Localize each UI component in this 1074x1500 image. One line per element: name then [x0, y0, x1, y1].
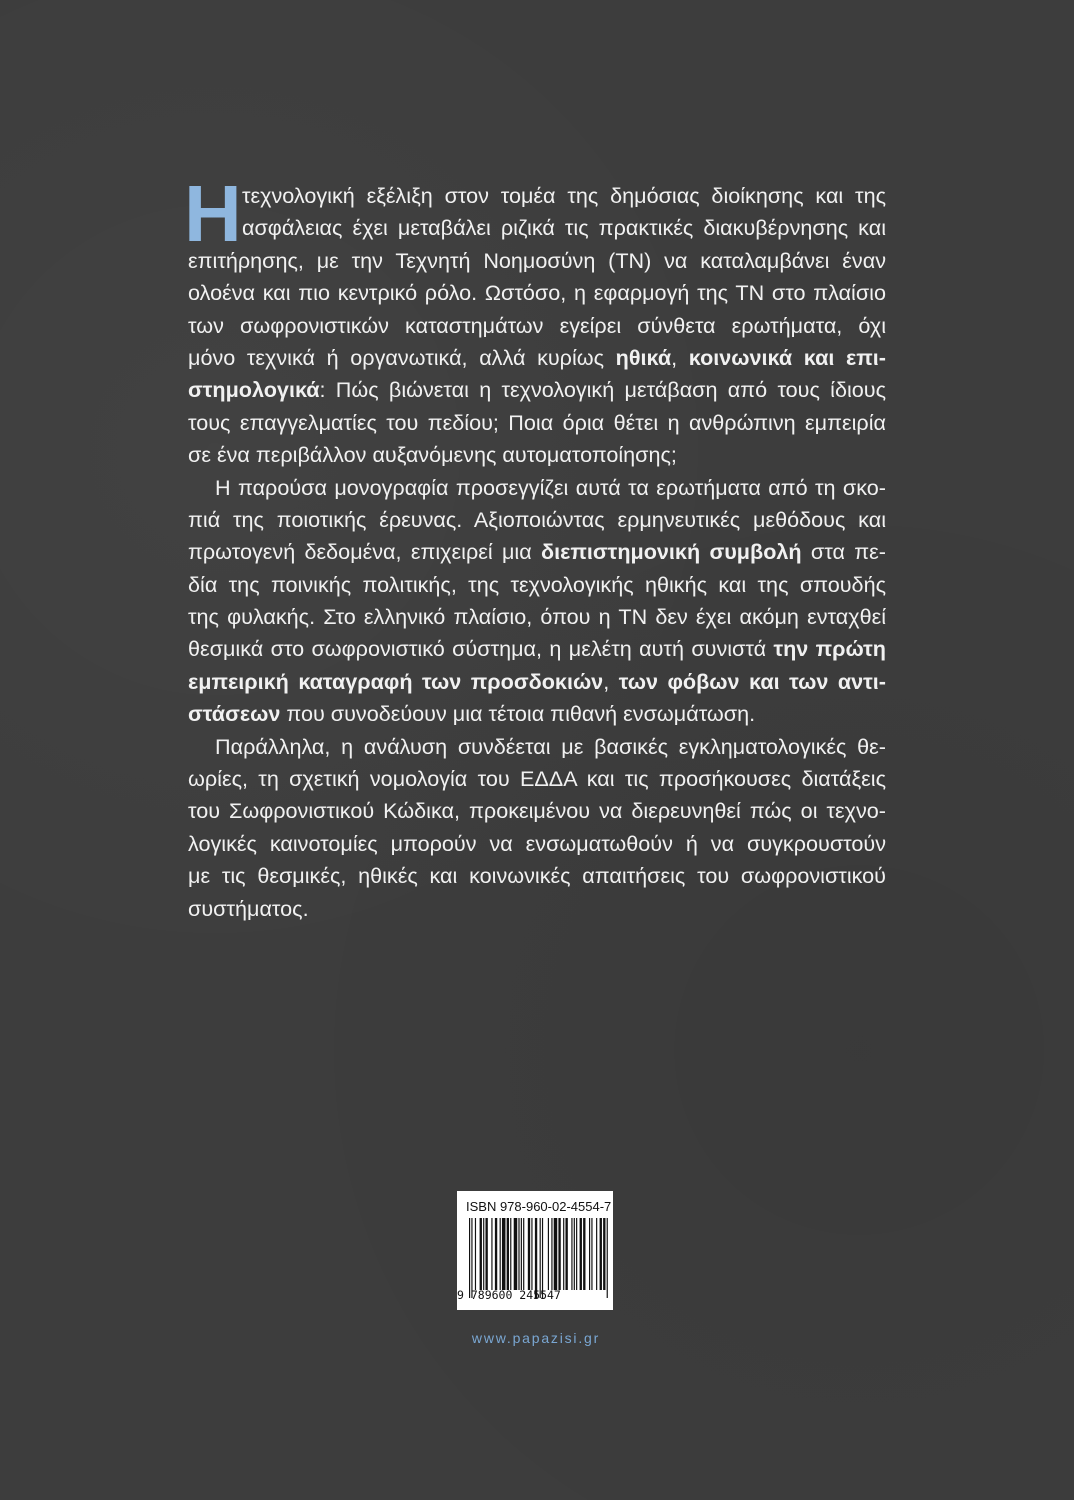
barcode-bar — [563, 1218, 564, 1290]
text-line: δία της ποινικής πολιτικής, της τεχνολογικής ηθικής και της σπουδής — [188, 571, 886, 597]
barcode-bar — [528, 1218, 530, 1290]
barcode-bar — [596, 1218, 597, 1290]
text-line: τους επαγγελματίες του πεδίου; Ποια όρια θέτει η ανθρώπινη εμπειρία — [188, 409, 886, 435]
barcode-number: 9 789600 245547 — [457, 1288, 561, 1302]
barcode-digits — [457, 1289, 613, 1302]
barcode-bar — [483, 1218, 484, 1290]
isbn-label: ISBN 978-960-02-4554-7 — [466, 1199, 612, 1214]
barcode-bar — [523, 1218, 524, 1290]
text-line: τεχνολογική εξέλιξη στον τομέα της δημόσιας διοίκησης και της — [242, 183, 886, 208]
text-line: ωρίες, τη σχετική νομολογία του ΕΔΔΑ και τις προσήκουσες διατάξεις — [188, 766, 886, 792]
text-line: του Σωφρονιστικού Κώδικα, προκειμένου να διερευνηθεί πώς οι τεχνο- — [188, 798, 886, 824]
publisher-website: www.papazisi.gr — [471, 1330, 601, 1346]
barcode-bar — [469, 1218, 470, 1298]
barcode-bar — [502, 1218, 506, 1290]
bold-phrase: εμπειρική καταγραφή των προσδοκιών — [188, 668, 604, 694]
text-line: με τις θεσμικές, ηθικές και κοινωνικές απαιτήσεις του σωφρονιστικού — [188, 863, 886, 889]
text-line — [188, 633, 886, 665]
barcode-bar — [589, 1218, 590, 1290]
text-run: μόνο τεχνικά ή οργανωτικά, αλλά κυρίως — [188, 344, 616, 370]
barcode-bar — [554, 1218, 558, 1290]
text-line: σε ένα περιβάλλον αυξανόμενης αυτοματοποίησης; — [188, 442, 677, 468]
barcode-bar — [600, 1218, 602, 1290]
bold-phrase: την πρώτη — [773, 636, 886, 662]
barcode-bar — [603, 1218, 605, 1290]
bold-phrase: κοινωνικά και επι- — [688, 344, 886, 370]
barcode-bar — [583, 1218, 585, 1290]
paragraph-1 — [188, 180, 886, 472]
barcode-bar — [574, 1218, 575, 1290]
barcode-bar — [542, 1218, 543, 1298]
drop-cap: Η — [184, 169, 242, 258]
text-run: που συνοδεύουν μια τέτοια πιθανή ενσωμάτωση. — [280, 701, 756, 727]
text-run: , — [671, 344, 689, 370]
text-line: πιά της ποιοτικής έρευνας. Αξιοποιώντας ερμηνευτικές μεθόδους και — [188, 506, 886, 532]
text-line: λογικές καινοτομίες μπορούν να ενσωματωθούν ή να συγκρουστούν — [188, 830, 886, 856]
barcode-bar — [471, 1218, 472, 1298]
text-line — [188, 374, 886, 406]
bold-phrase: διεπιστημονική συμβολή — [541, 539, 802, 565]
text-line: ολοένα και πιο κεντρικό ρόλο. Ωστόσο, η εφαρμογή της ΤΝ στο πλαίσιο — [188, 280, 886, 306]
text-line: των σωφρονιστικών καταστημάτων εγείρει σύνθετα ερωτήματα, όχι — [188, 312, 886, 338]
text-run: : Πώς βιώνεται η τεχνολογική μετάβαση από τους ίδιους — [319, 377, 886, 403]
barcode-bar — [548, 1218, 549, 1290]
bold-phrase: των φόβων και των αντι- — [618, 668, 886, 694]
text-line: επιτήρησης, με την Τεχνητή Νοημοσύνη (ΤΝ) να καταλαμβάνει έναν — [188, 247, 886, 273]
text-line: Η παρούσα μονογραφία προσεγγίζει αυτά τα ερωτήματα από τη σκο- — [215, 474, 886, 500]
barcode-bar — [485, 1218, 487, 1290]
barcode-bar — [521, 1218, 522, 1290]
barcode-bar — [507, 1218, 509, 1290]
text-run: πρωτογενή δεδομένα, επιχειρεί μια — [188, 539, 542, 565]
barcode-bar — [495, 1218, 497, 1290]
barcode-bar — [571, 1218, 572, 1290]
text-run: θεσμικά στο σωφρονιστικό σύστημα, η μελέτη αυτή συνιστά — [188, 636, 774, 662]
bold-phrase: ηθικά — [615, 344, 672, 370]
barcode-bar — [500, 1218, 501, 1290]
barcode-bar — [558, 1218, 560, 1290]
barcode-bar — [591, 1218, 592, 1290]
text-line — [188, 666, 886, 698]
text-line — [188, 536, 886, 568]
text-run: , — [603, 668, 619, 694]
barcode-bar — [491, 1218, 492, 1290]
bold-phrase: στημολογικά — [188, 377, 320, 403]
blurb-text — [184, 169, 886, 925]
text-line: ασφάλειας έχει μεταβάλει ριζικά τις πρακτικές διακυβέρνησης και — [242, 215, 886, 241]
text-line: της φυλακής. Στο ελληνικό πλαίσιο, όπου η ΤΝ δεν έχει ακόμη ενταχθεί — [188, 604, 886, 630]
paragraph-3 — [188, 731, 886, 925]
text-line — [188, 698, 886, 730]
text-line — [188, 342, 886, 374]
barcode-bar — [514, 1218, 518, 1290]
barcode-bar — [551, 1218, 552, 1290]
barcode-bar — [540, 1218, 541, 1298]
barcode-bar — [576, 1218, 577, 1290]
barcode-bar — [565, 1218, 567, 1290]
barcode-bar — [531, 1218, 532, 1290]
barcode-bar — [475, 1218, 476, 1290]
barcode-bar — [480, 1218, 482, 1290]
text-line: συστήματος. — [188, 895, 309, 921]
barcode-bar — [607, 1218, 608, 1298]
text-line: Παράλληλα, η ανάλυση συνδέεται με βασικές εγκληματολογικές θε- — [215, 733, 886, 759]
bold-phrase: στάσεων — [188, 701, 281, 727]
barcode-bar — [535, 1218, 537, 1298]
barcode-bar — [580, 1218, 582, 1290]
text-run: στα πε- — [801, 539, 886, 565]
barcode-bar — [510, 1218, 511, 1290]
paragraph-2 — [188, 472, 886, 731]
barcode-icon — [469, 1218, 609, 1298]
barcode-bar — [518, 1218, 519, 1290]
isbn-barcode-box — [457, 1191, 613, 1310]
